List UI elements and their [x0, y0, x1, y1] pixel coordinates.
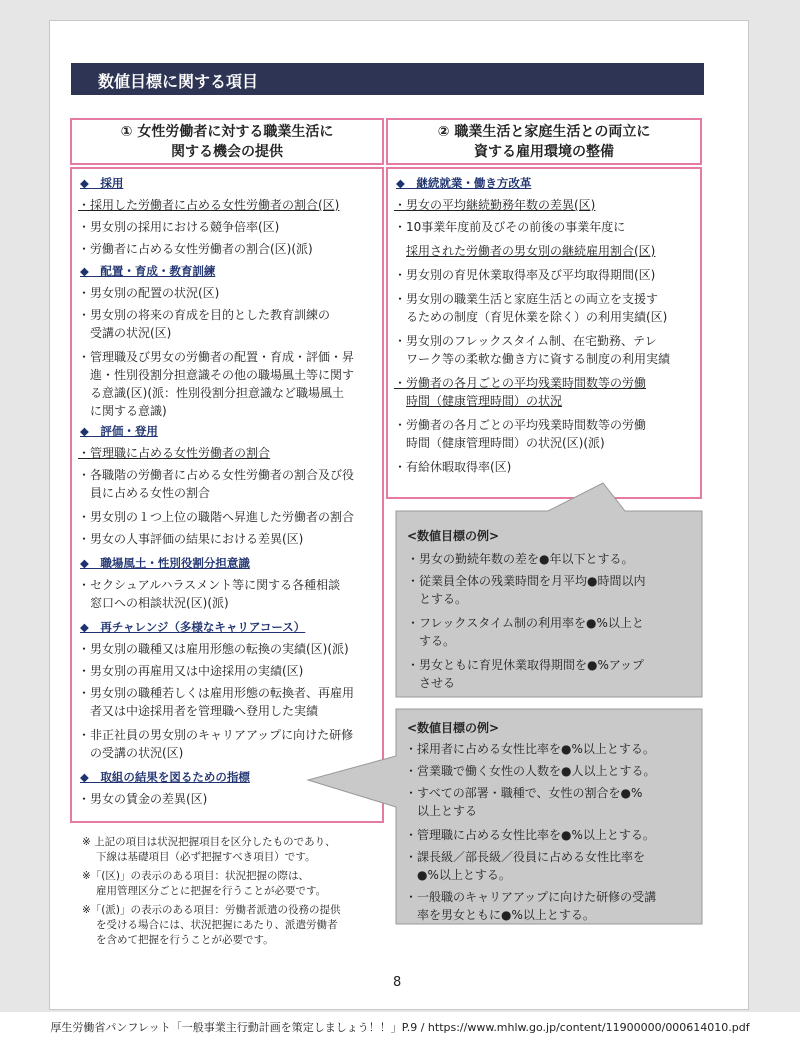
example-item: 以上とする [417, 804, 478, 818]
right-heading-line-2: 資する雇用環境の整備 [474, 144, 614, 160]
list-item: ・男女別の職種又は雇用形態の転換の実績(区)(派) [78, 642, 349, 656]
section-placement-training: ◆ 配置・育成・教育訓練 [80, 264, 216, 278]
document-page [49, 20, 749, 1010]
list-item: ・管理職に占める女性労働者の割合 [78, 446, 271, 460]
list-item: る意識(区)(派：性別役割分担意識など職場風土 [90, 386, 345, 400]
example-item: とする。 [419, 592, 468, 606]
list-item: ・労働者の各月ごとの平均残業時間数等の労働 [394, 418, 647, 432]
example-item: ・一般職のキャリアアップに向けた研修の受講 [405, 890, 657, 904]
list-item: ・労働者に占める女性労働者の割合(区)(派) [78, 242, 313, 256]
note-line: を受ける場合には、状況把握にあたり、派遣労働者 [96, 919, 338, 931]
list-item: 者又は中途採用者を管理職へ登用した実績 [90, 704, 319, 718]
list-item: ・10事業年度前及びその前後の事業年度に [394, 220, 626, 234]
list-item: ・男女別の１つ上位の職階へ昇進した労働者の割合 [78, 510, 355, 524]
page-number: 8 [393, 975, 402, 990]
list-item: ・男女の平均継続勤務年数の差異(区) [394, 198, 596, 212]
list-item: 時間（健康管理時間）の状況(区)(派) [406, 436, 605, 450]
left-heading-line-1: ① 女性労働者に対する職業生活に [120, 124, 334, 140]
example-item: ・営業職で働く女性の人数を●人以上とする。 [405, 764, 656, 778]
example-2-title: <数値目標の例> [407, 721, 500, 735]
note-line: 下線は基礎項目（必ず把握すべき項目）です。 [96, 851, 316, 863]
list-item: ・男女別の配置の状況(区) [78, 286, 220, 300]
note-line: ※「(派)」の表示のある項目：労働者派遣の役務の提供 [82, 904, 341, 916]
section-workplace-culture: ◆ 職場風土・性別役割分担意識 [80, 556, 250, 570]
list-item: 受講の状況(区) [90, 326, 172, 340]
list-item: 採用された労働者の男女別の継続雇用割合(区) [406, 244, 656, 258]
banner-title: 数値目標に関する項目 [98, 72, 259, 91]
example-item: ・従業員全体の残業時間を月平均●時間以内 [407, 574, 646, 588]
list-item: ・男女別の職種若しくは雇用形態の転換者、再雇用 [78, 686, 355, 700]
example-item: ・管理職に占める女性比率を●%以上とする。 [405, 828, 655, 842]
source-footer: 厚生労働省パンフレット「一般事業主行動計画を策定しましょう！！」P.9 / https://www.mhlw.go.jp/content/11900000/000614010.pdf [50, 1021, 750, 1034]
list-item: ・男女別のフレックスタイム制、在宅勤務、テレ [394, 334, 657, 348]
list-item: ・管理職及び男女の労働者の配置・育成・評価・昇 [78, 350, 355, 364]
list-item: ・男女別の採用における競争倍率(区) [78, 220, 280, 234]
list-item: ・男女の人事評価の結果における差異(区) [78, 532, 304, 546]
section-recruitment: ◆ 採用 [80, 176, 124, 190]
list-item: 進・性別役割分担意識その他の職場風土等に関す [90, 368, 355, 382]
list-item: ・採用した労働者に占める女性労働者の割合(区) [78, 198, 340, 212]
example-item: ・男女の勤続年数の差を●年以下とする。 [407, 552, 634, 566]
list-item: ・各職階の労働者に占める女性労働者の割合及び役 [78, 468, 355, 482]
example-1-title: <数値目標の例> [407, 529, 500, 543]
list-item: 員に占める女性の割合 [90, 486, 211, 500]
list-item: の受講の状況(区) [90, 746, 184, 760]
list-item: るための制度（育児休業を除く）の利用実績(区) [406, 310, 668, 324]
list-item: ワーク等の柔軟な働き方に資する制度の利用実績 [406, 352, 671, 366]
example-item: ・フレックスタイム制の利用率を●%以上と [407, 616, 644, 630]
list-item: ・有給休暇取得率(区) [394, 460, 512, 474]
list-item: ・男女別の育児休業取得率及び平均取得期間(区) [394, 268, 656, 282]
example-item: ・採用者に占める女性比率を●%以上とする。 [405, 742, 655, 756]
section-evaluation-promotion: ◆ 評価・登用 [80, 424, 158, 438]
list-item: ・男女別の職業生活と家庭生活との両立を支援す [394, 292, 659, 306]
example-item: 率を男女ともに●%以上とする。 [417, 908, 595, 922]
note-line: 雇用管理区分ごとに把握を行うことが必要です。 [96, 885, 327, 897]
section-continued-employment: ◆ 継続就業・働き方改革 [396, 176, 532, 190]
list-item: に関する意識) [90, 404, 167, 418]
list-item: ・男女の賃金の差異(区) [78, 792, 208, 806]
left-heading-line-2: 関する機会の提供 [171, 144, 283, 160]
note-line: ※ 上記の項目は状況把握項目を区分したものであり、 [82, 836, 336, 848]
note-line: ※「(区)」の表示のある項目：状況把握の際は、 [82, 870, 309, 882]
list-item: 時間（健康管理時間）の状況 [406, 394, 563, 408]
section-rechallenge: ◆ 再チャレンジ（多様なキャリアコース） [80, 620, 306, 634]
right-heading-line-1: ② 職業生活と家庭生活との両立に [437, 124, 651, 140]
list-item: ・非正社員の男女別のキャリアアップに向けた研修 [78, 728, 354, 742]
example-item: ・男女ともに育児休業取得期間を●%アップ [407, 658, 645, 672]
list-item: 窓口への相談状況(区)(派) [90, 596, 229, 610]
example-item: する。 [419, 634, 456, 648]
note-line: を含めて把握を行うことが必要です。 [96, 934, 274, 946]
section-results-indicators: ◆ 取組の結果を図るための指標 [80, 770, 250, 784]
example-item: ●%以上とする。 [417, 868, 511, 882]
list-item: ・男女別の将来の育成を目的とした教育訓練の [78, 308, 331, 322]
example-item: ・すべての部署・職種で、女性の割合を●% [405, 786, 643, 800]
example-item: させる [419, 676, 456, 690]
example-item: ・課長級／部長級／役員に占める女性比率を [405, 850, 646, 864]
list-item: ・男女別の再雇用又は中途採用の実績(区) [78, 664, 304, 678]
list-item: ・労働者の各月ごとの平均残業時間数等の労働 [394, 376, 647, 390]
list-item: ・セクシュアルハラスメント等に関する各種相談 [78, 578, 341, 592]
